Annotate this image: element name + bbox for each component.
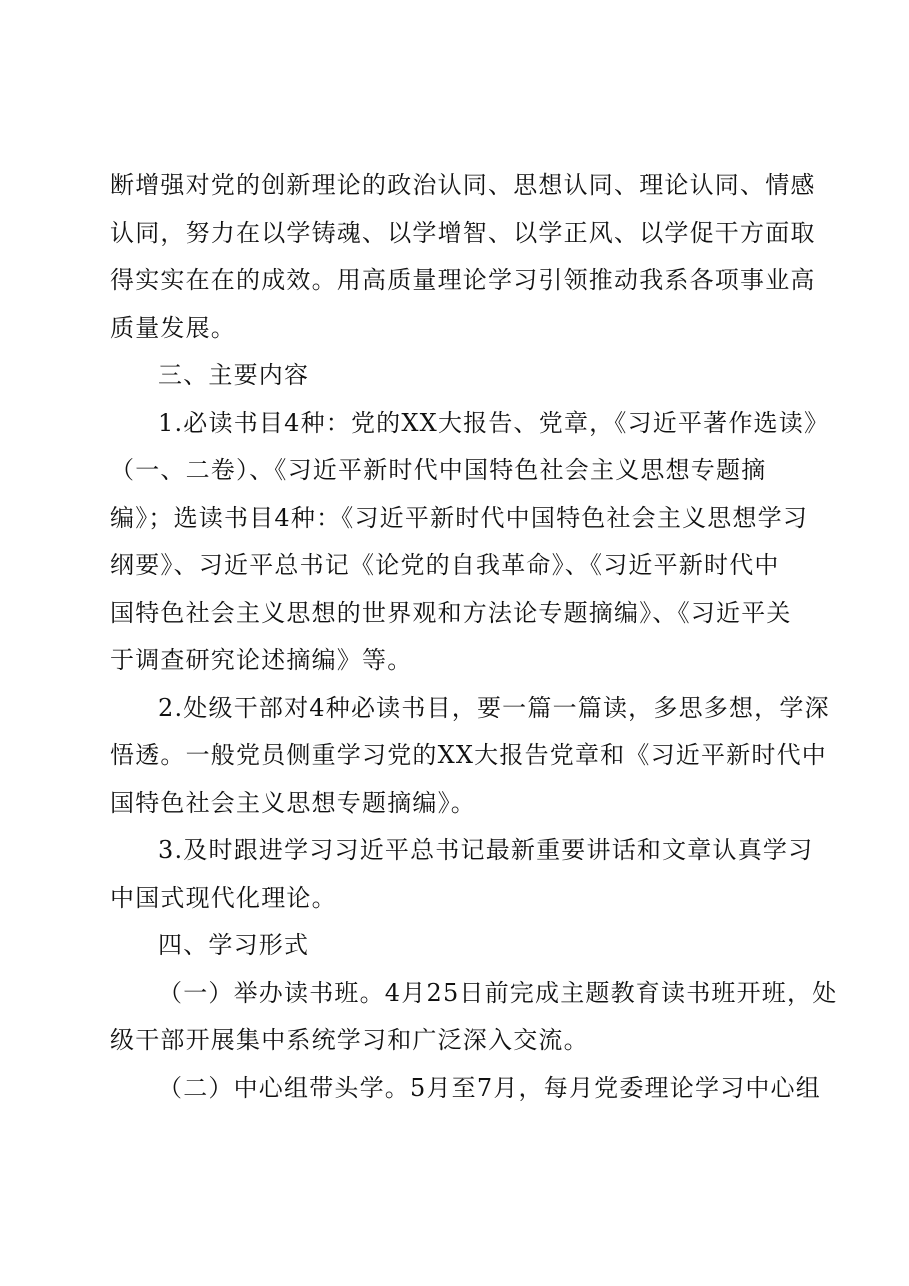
text-line: 质量发展。 bbox=[110, 313, 236, 342]
section-heading-study-forms bbox=[110, 922, 822, 970]
section-heading: 四、学习形式 bbox=[158, 931, 310, 959]
text-line: 1.必读书目4种：党的XX大报告、党章，《习近平著作选读》 bbox=[158, 408, 830, 437]
paragraph-item-3 bbox=[110, 827, 822, 922]
paragraph-form-1 bbox=[110, 970, 838, 1065]
text-line: 悟透。一般党员侧重学习党的XX大报告党章和《习近平新时代中 bbox=[110, 741, 827, 769]
text-line: 纲要》、习近平总书记《论党的自我革命》、《习近平新时代中 bbox=[110, 551, 780, 579]
paragraph-continuation bbox=[110, 162, 822, 352]
text-line: （一）举办读书班。4月25日前完成主题教育读书班开班，处 bbox=[158, 978, 838, 1007]
text-line: 3.及时跟进学习习近平总书记最新重要讲话和文章认真学习 bbox=[158, 836, 814, 864]
text-line: 国特色社会主义思想的世界观和方法论专题摘编》、《习近平关 bbox=[110, 598, 792, 627]
paragraph-item-2 bbox=[110, 685, 830, 828]
text-line: 断增强对党的创新理论的政治认同、思想认同、理论认同、情感 bbox=[110, 171, 816, 199]
text-line: 国特色社会主义思想专题摘编》。 bbox=[110, 788, 476, 817]
text-line: 认同，努力在以学铸魂、以学增智、以学正风、以学促干方面取 bbox=[110, 218, 816, 247]
text-line: 得实实在在的成效。用高质量理论学习引领推动我系各项事业高 bbox=[110, 266, 816, 294]
paragraph-item-1 bbox=[110, 400, 830, 685]
paragraph-form-2 bbox=[110, 1065, 822, 1113]
section-heading: 三、主要内容 bbox=[158, 361, 310, 389]
text-line: 级干部开展集中系统学习和广泛深入交流。 bbox=[110, 1026, 589, 1054]
text-line: （二）中心组带头学。5月至7月，每月党委理论学习中心组 bbox=[158, 1073, 821, 1102]
text-line: 编》；选读书目4种：《习近平新时代中国特色社会主义思想学习 bbox=[110, 503, 809, 532]
section-heading-main-content bbox=[110, 352, 822, 400]
text-line: 2.处级干部对4种必读书目，要一篇一篇读，多思多想，学深 bbox=[158, 693, 830, 722]
document-body bbox=[110, 162, 838, 1112]
text-line: （一、二卷）、《习近平新时代中国特色社会主义思想专题摘 bbox=[110, 456, 767, 484]
text-line: 于调查研究论述摘编》等。 bbox=[110, 646, 413, 674]
text-line: 中国式现代化理论。 bbox=[110, 883, 337, 912]
